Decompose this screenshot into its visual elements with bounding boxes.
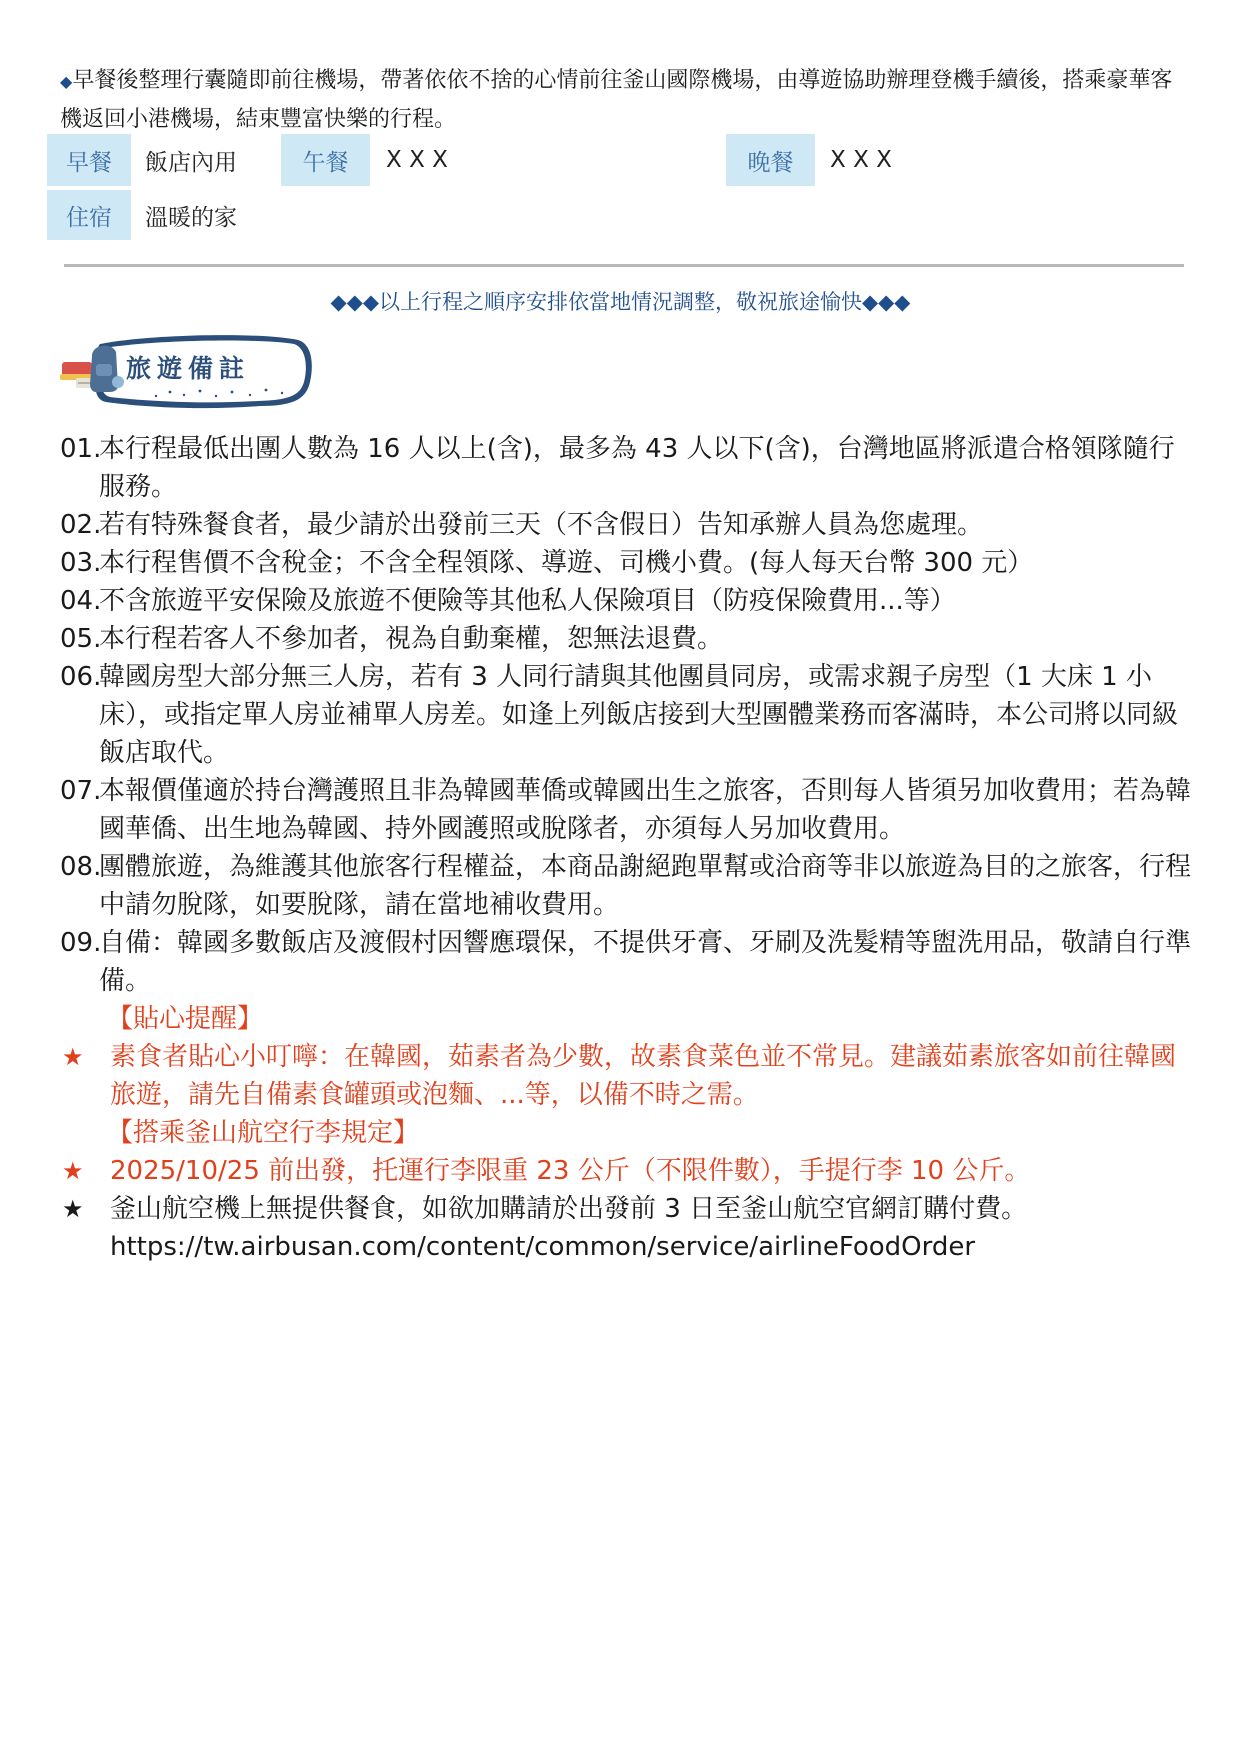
note-item [60, 772, 1195, 848]
intro-text: 早餐後整理行囊隨即前往機場，帶著依依不捨的心情前往釜山國際機場，由導遊協助辦理登機手續後，搭乘豪華客機返回小港機場，結束豐富快樂的行程。 [60, 68, 1173, 132]
note-text: 自備：韓國多數飯店及渡假村因響應環保，不提供牙膏、牙刷及洗髮精等盥洗用品，敬請自行準備。 [99, 928, 1192, 996]
dinner-label: 晚餐 [726, 134, 815, 186]
section-divider [64, 264, 1184, 267]
reminder-text: 素食者貼心小叮嚀：在韓國，茹素者為少數，故素食菜色並不常見。建議茹素旅客如前往韓國旅遊，請先自備素食罐頭或泡麵、...等，以備不時之需。 [110, 1042, 1177, 1110]
baggage-text: 2025/10/25 前出發，托運行李限重 23 公斤（不限件數），手提行李 10 公斤。 [110, 1156, 1031, 1186]
star-icon: ★ [62, 1157, 84, 1185]
note-number: 09. [60, 928, 102, 958]
note-number: 06. [60, 662, 102, 692]
baggage-item [60, 1152, 1195, 1190]
breakfast-label: 早餐 [47, 134, 131, 186]
note-item [60, 620, 1195, 658]
note-text: 本行程最低出團人數為 16 人以上(含)，最多為 43 人以下(含)，台灣地區將派遣合格領隊隨行服務。 [99, 434, 1175, 502]
intro-paragraph [60, 62, 1190, 139]
baggage-heading: 【搭乘釜山航空行李規定】 [107, 1118, 420, 1148]
meal-order-link[interactable]: https://tw.airbusan.com/content/common/service/airlineFoodOrder [110, 1232, 976, 1262]
note-item [60, 848, 1195, 924]
note-item [60, 658, 1195, 772]
lunch-label: 午餐 [281, 134, 370, 186]
note-number: 04. [60, 586, 102, 616]
travel-notes-badge [60, 330, 316, 412]
note-text: 若有特殊餐食者，最少請於出發前三天（不含假日）告知承辦人員為您處理。 [99, 510, 984, 540]
badge-title: 旅遊備註 [126, 354, 251, 383]
travel-notes-badge-graphic [60, 330, 316, 412]
dinner-value: X X X [830, 147, 892, 173]
hotel-label: 住宿 [47, 190, 131, 240]
note-text: 本報價僅適於持台灣護照且非為韓國華僑或韓國出生之旅客，否則每人皆須另加收費用；若為韓國華僑、出生地為韓國、持外國護照或脫隊者，亦須每人另加收費用。 [99, 776, 1192, 844]
reminder-item [60, 1038, 1195, 1114]
note-text: 團體旅遊，為維護其他旅客行程權益，本商品謝絕跑單幫或洽商等非以旅遊為目的之旅客，行程中請勿脫隊，如要脫隊，請在當地補收費用。 [99, 852, 1192, 920]
suitcase-backpack-icon [60, 346, 124, 392]
lunch-value: X X X [386, 147, 448, 173]
meal-service-item [60, 1190, 1195, 1228]
star-icon: ★ [62, 1043, 84, 1071]
note-item [60, 544, 1195, 582]
note-text: 韓國房型大部分無三人房，若有 3 人同行請與其他團員同房，或需求親子房型（1 大床 1 小床），或指定單人房並補單人房差。如逢上列飯店接到大型團體業務而客滿時，本公司將以同級飯店取代。 [99, 662, 1179, 768]
note-text: 本行程若客人不參加者，視為自動棄權，恕無法退費。 [99, 624, 724, 654]
note-text: 不含旅遊平安保險及旅遊不便險等其他私人保險項目（防疫保險費用...等） [99, 586, 956, 616]
diamond-bullet-icon: ◆ [60, 72, 73, 91]
hotel-value: 溫暖的家 [145, 204, 237, 231]
note-text: 本行程售價不含稅金；不含全程領隊、導遊、司機小費。(每人每天台幣 300 元） [99, 548, 1034, 578]
star-icon: ★ [62, 1195, 84, 1223]
reminder-heading: 【貼心提醒】 [107, 1004, 264, 1034]
note-item [60, 582, 1195, 620]
note-number: 02. [60, 510, 102, 540]
note-item [60, 506, 1195, 544]
note-number: 01. [60, 434, 102, 464]
notes-list [60, 430, 1195, 1266]
note-item [60, 924, 1195, 1000]
note-number: 03. [60, 548, 102, 578]
note-number: 07. [60, 776, 102, 806]
note-item [60, 430, 1195, 506]
note-number: 05. [60, 624, 102, 654]
closing-message: ◆◆◆以上行程之順序安排依當地情況調整，敬祝旅途愉快◆◆◆ [330, 290, 911, 314]
breakfast-value: 飯店內用 [145, 149, 237, 176]
meal-service-text: 釜山航空機上無提供餐食，如欲加購請於出發前 3 日至釜山航空官網訂購付費。 [110, 1194, 1028, 1224]
note-number: 08. [60, 852, 102, 882]
